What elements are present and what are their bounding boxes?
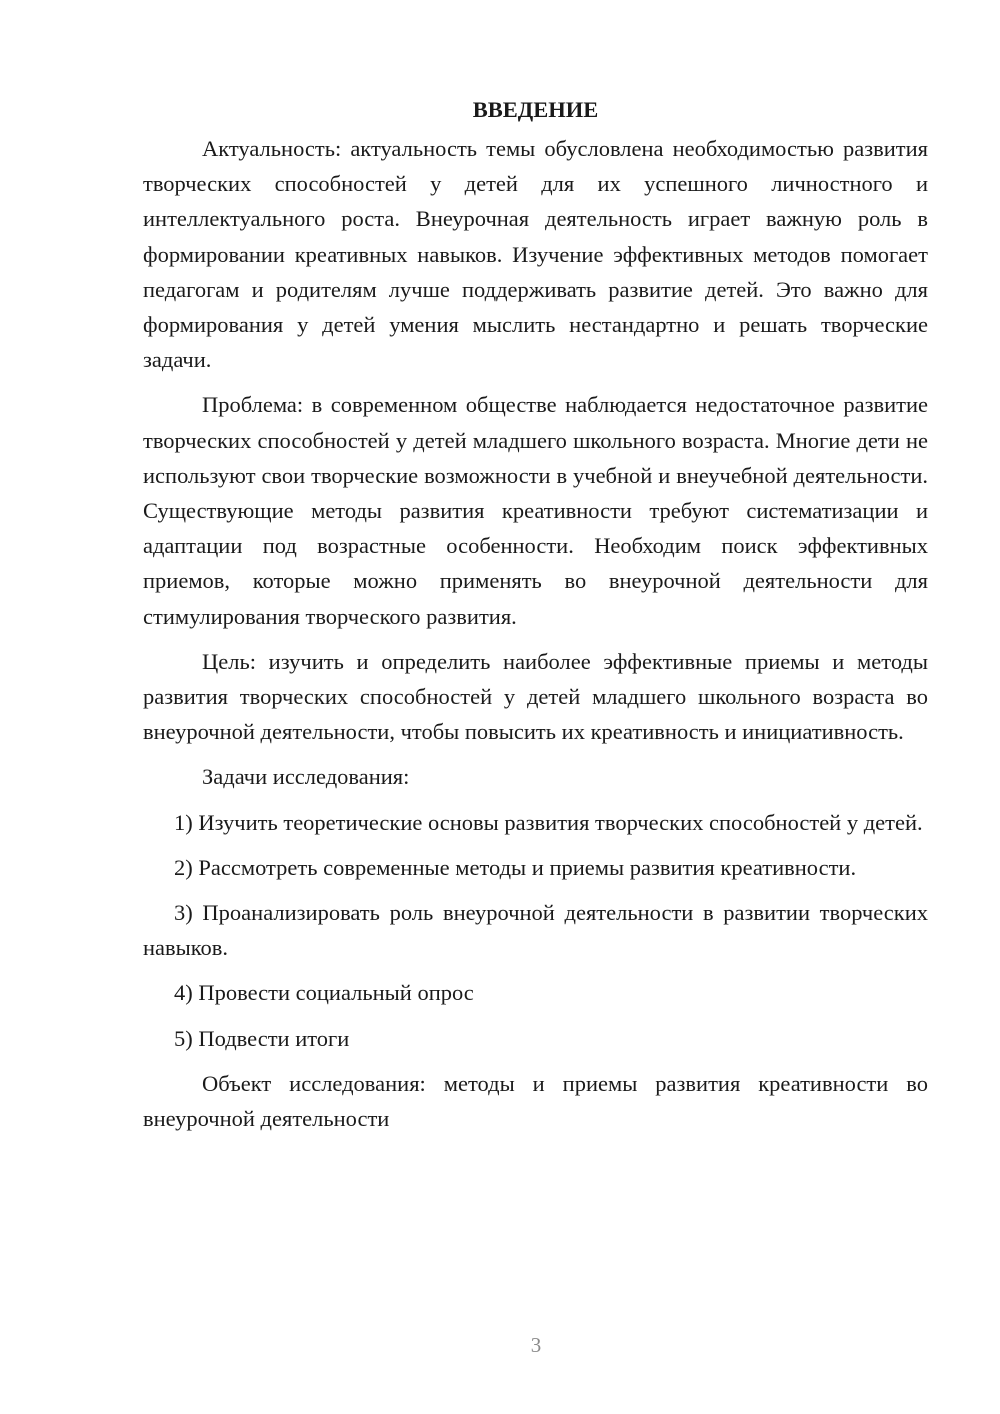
page-content: [143, 92, 928, 1136]
page-title: ВВЕДЕНИЕ: [472, 97, 599, 122]
task-item-1: 1) Изучить теоретические основы развития творческих способностей у детей.: [174, 809, 923, 835]
task-item-4: 4) Провести социальный опрос: [174, 980, 474, 1006]
page-number: 3: [530, 1333, 542, 1357]
task-item-5: 5) Подвести итоги: [174, 1025, 350, 1051]
paragraph-goal: Цель: изучить и определить наиболее эффективные приемы и методы развития творческих способностей у детей младшего школьного возраста во внеурочной деятельности, чтобы повысить их креативность и инициативность.: [143, 648, 928, 745]
paragraph-problem: Проблема: в современном обществе наблюдается недостаточное развитие творческих способностей у детей младшего школьного возраста. Многие дети не используют свои творческие возможности в учебной и внеучебной деятельности. Существующие методы развития креативности требуют систематизации и адаптации под возрастные особенности. Необходим поиск эффективных приемов, которые можно применять во внеурочной деятельности для стимулирования творческого развития.: [143, 392, 928, 629]
paragraph-relevance: Актуальность: актуальность темы обусловлена необходимостью развития творческих способностей у детей для их успешного личностного и интеллектуального роста. Внеурочная деятельность играет важную роль в формировании креативных навыков. Изучение эффективных методов помогает педагогам и родителям лучше поддерживать развитие детей. Это важно для формирования у детей умения мыслить нестандартно и решать творческие задачи.: [143, 136, 928, 373]
paragraph-object: Объект исследования: методы и приемы развития креативности во внеурочной деятельности: [143, 1070, 928, 1132]
task-item-2: 2) Рассмотреть современные методы и приемы развития креативности.: [174, 854, 857, 880]
paragraph-tasks-heading: Задачи исследования:: [202, 764, 410, 790]
task-item-3: 3) Проанализировать роль внеурочной деятельности в развитии творческих навыков.: [143, 900, 928, 961]
